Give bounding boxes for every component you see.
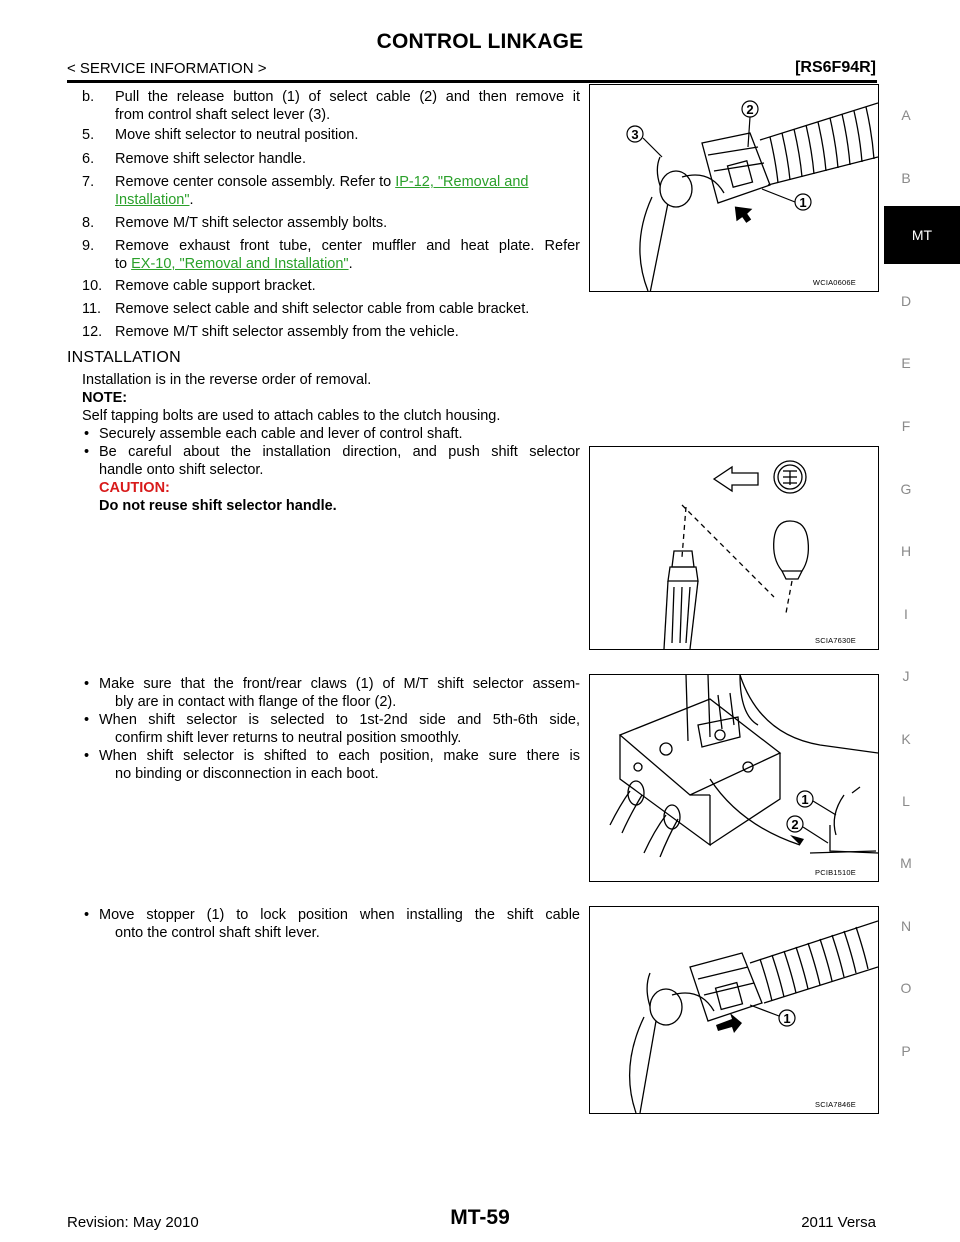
bullet-5-text-cont: no binding or disconnection in each boot.: [115, 766, 379, 782]
figure-wcia0606e: [589, 84, 879, 292]
installation-heading: INSTALLATION: [67, 349, 181, 366]
bullet-1-text: Securely assemble each cable and lever of control shaft.: [99, 426, 463, 442]
step-9-pre: to: [115, 256, 132, 272]
side-index-b[interactable]: B: [901, 170, 911, 186]
side-index-p[interactable]: P: [901, 1043, 911, 1059]
step-b-text-cont: from control shaft select lever (3).: [115, 107, 331, 123]
step-9-number: 9.: [82, 238, 95, 254]
step-12-number: 12.: [82, 324, 103, 340]
step-11-number: 11.: [82, 301, 102, 317]
figure-scia7630e: [589, 446, 879, 650]
bullet-5-symbol: •: [84, 748, 90, 764]
side-index-h[interactable]: H: [900, 543, 912, 559]
side-index-k[interactable]: K: [901, 731, 911, 747]
callout-1: 1: [801, 792, 809, 807]
step-5-number: 5.: [82, 127, 95, 143]
figure-code: WCIA0606E: [812, 278, 856, 287]
bullet-3-text: Make sure that the front/rear claws (1) of M/T shift selector assem-: [99, 676, 580, 692]
step-7-text: [115, 173, 528, 191]
bullet-2-symbol: •: [84, 444, 90, 460]
step-6-text: Remove shift selector handle.: [115, 151, 307, 167]
step-8-number: 8.: [82, 215, 95, 231]
step-12-text: Remove M/T shift selector assembly from the vehicle.: [115, 324, 459, 340]
side-index-a[interactable]: A: [901, 107, 911, 123]
callout-2: 2: [746, 102, 754, 117]
step-b-text: Pull the release button (1) of select cable (2) and then remove it: [115, 89, 580, 105]
page-number: MT-59: [450, 1206, 510, 1229]
bullet-1-symbol: •: [84, 426, 90, 442]
bullet-2-text-cont: handle onto shift selector.: [99, 462, 264, 478]
bullet-2-text: Be careful about the installation direction, and push shift selector: [99, 444, 580, 460]
callout-3: 3: [631, 127, 639, 142]
side-index-i[interactable]: I: [904, 606, 908, 622]
link-ip-12-cont[interactable]: Installation": [115, 192, 190, 208]
callout-2: 2: [791, 817, 799, 832]
shift-selector-handle-illustration: [590, 447, 878, 649]
link-ex-10[interactable]: EX-10, "Removal and Installation": [131, 256, 349, 272]
page-title: CONTROL LINKAGE: [376, 30, 584, 53]
side-index-g[interactable]: G: [900, 481, 912, 497]
callout-1: 1: [783, 1011, 791, 1026]
revision-date: Revision: May 2010: [67, 1214, 199, 1231]
note-text: Self tapping bolts are used to attach cables to the clutch housing.: [82, 408, 501, 424]
select-cable-illustration: [590, 85, 878, 291]
step-11-text: Remove select cable and shift selector cable from cable bracket.: [115, 301, 530, 317]
side-index-d[interactable]: D: [900, 293, 912, 309]
link-ip-12[interactable]: IP-12, "Removal and: [395, 174, 529, 190]
shift-cable-stopper-illustration: [590, 907, 878, 1113]
step-7-number: 7.: [82, 174, 95, 190]
step-9-text-cont: [115, 255, 353, 273]
caution-text: Do not reuse shift selector handle.: [99, 498, 337, 514]
bullet-5-text: When shift selector is shifted to each position, make sure there is: [99, 748, 580, 764]
bullet-3-text-cont: bly are in contact with flange of the floor (2).: [115, 694, 397, 710]
model-code: [RS6F94R]: [795, 59, 876, 76]
bullet-6-text-cont: onto the control shaft shift lever.: [115, 925, 320, 941]
step-b-number: b.: [82, 89, 95, 105]
vehicle-model: 2011 Versa: [801, 1214, 876, 1231]
bullet-6-text: Move stopper (1) to lock position when installing the shift cable: [99, 907, 580, 923]
figure-code: SCIA7630E: [815, 636, 856, 645]
shift-selector-assembly-illustration: [590, 675, 878, 881]
figure-code: SCIA7846E: [815, 1100, 856, 1109]
breadcrumb: < SERVICE INFORMATION >: [67, 60, 267, 77]
step-5-text: Move shift selector to neutral position.: [115, 127, 359, 143]
side-index-j[interactable]: J: [902, 668, 910, 684]
bullet-4-text: When shift selector is selected to 1st-2nd side and 5th-6th side,: [99, 712, 580, 728]
side-index-l[interactable]: L: [902, 793, 910, 809]
step-9-post: .: [348, 256, 353, 272]
side-index-m[interactable]: M: [900, 855, 912, 871]
header-rule: [67, 80, 877, 83]
side-index-e[interactable]: E: [901, 355, 911, 371]
bullet-4-symbol: •: [84, 712, 90, 728]
bullet-4-text-cont: confirm shift lever returns to neutral position smoothly.: [115, 730, 462, 746]
callout-1: 1: [799, 195, 807, 210]
step-10-number: 10.: [82, 278, 103, 294]
side-index-active-tab[interactable]: MT: [884, 206, 960, 264]
side-index-o[interactable]: O: [900, 980, 912, 996]
installation-intro: Installation is in the reverse order of removal.: [82, 372, 372, 388]
step-6-number: 6.: [82, 151, 95, 167]
figure-pcib1510e: [589, 674, 879, 882]
step-9-text: Remove exhaust front tube, center muffler and heat plate. Refer: [115, 238, 580, 254]
figure-scia7846e: [589, 906, 879, 1114]
side-index-n[interactable]: N: [900, 918, 912, 934]
side-index-f[interactable]: F: [901, 418, 911, 434]
step-7-pre: Remove center console assembly. Refer to: [115, 174, 396, 190]
figure-code: PCIB1510E: [815, 868, 856, 877]
note-label: NOTE:: [82, 390, 128, 406]
bullet-3-symbol: •: [84, 676, 90, 692]
step-7-text-cont: [115, 191, 194, 209]
step-7-post: .: [189, 192, 194, 208]
step-8-text: Remove M/T shift selector assembly bolts.: [115, 215, 388, 231]
caution-label: CAUTION:: [99, 480, 170, 496]
step-10-text: Remove cable support bracket.: [115, 278, 316, 294]
bullet-6-symbol: •: [84, 907, 90, 923]
